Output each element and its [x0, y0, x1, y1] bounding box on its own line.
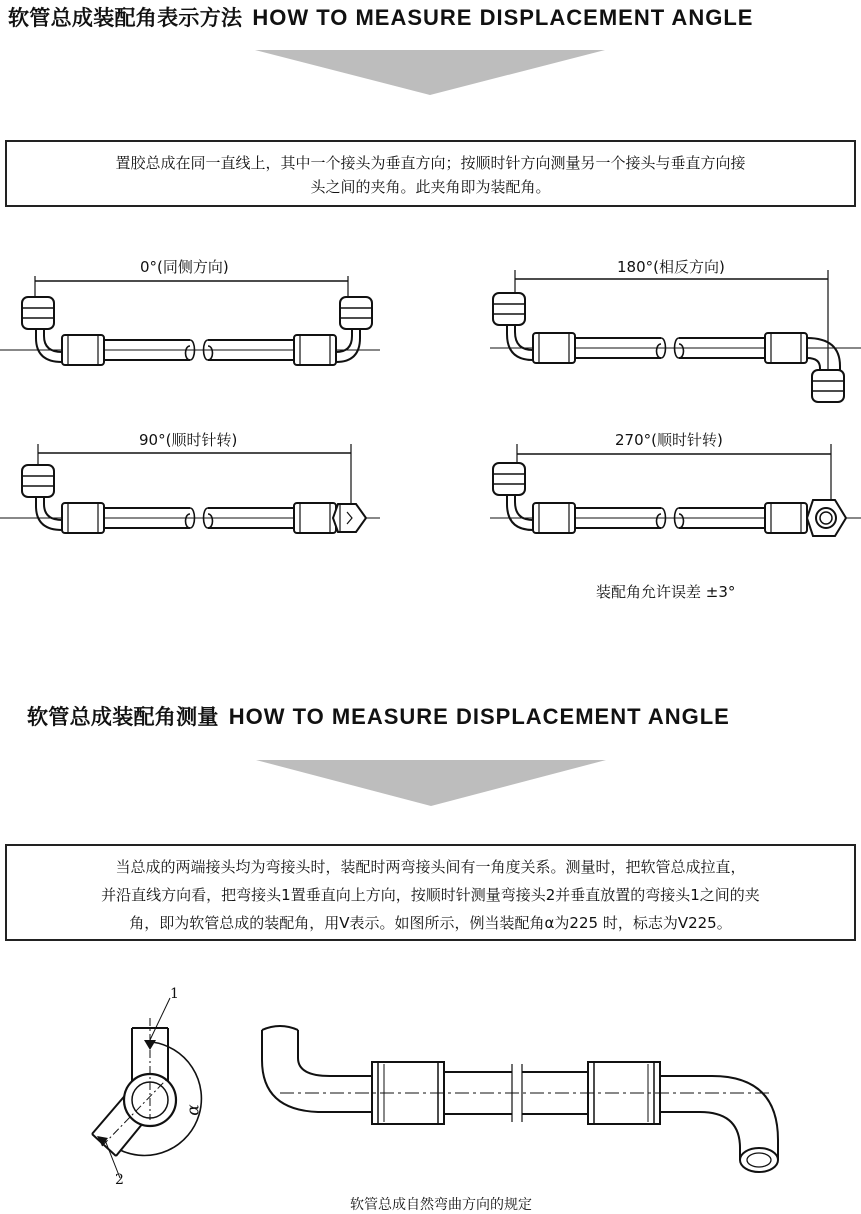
diagram-180deg [490, 270, 861, 402]
section1-title-en: HOW TO MEASURE DISPLACEMENT ANGLE [252, 5, 754, 30]
section2-description-line-1: 当总成的两端接头均为弯接头时，装配时两弯接头间有一角度关系。测量时，把软管总成拉直， [115, 858, 746, 876]
label-0deg: 0°(同侧方向) [140, 258, 229, 276]
section1-title-cn: 软管总成装配角表示方法 [8, 6, 243, 30]
figure-caption: 软管总成自然弯曲方向的规定 [350, 1197, 532, 1213]
section2-title [27, 701, 730, 731]
end-view-diagram [92, 998, 201, 1178]
label-180deg: 180°(相反方向) [617, 258, 725, 276]
tolerance-note: 装配角允许误差 ±3° [596, 583, 736, 601]
section2-description-box [5, 844, 856, 941]
section1-description-line-1: 置胶总成在同一直线上，其中一个接头为垂直方向；按顺时针方向测量另一个接头与垂直方向接 [115, 154, 746, 172]
down-arrow-2 [256, 760, 606, 806]
section2-title-cn: 软管总成装配角测量 [27, 705, 219, 729]
diagram-90deg [0, 444, 380, 533]
section2-description-line-3: 角，即为软管总成的装配角，用V表示。如图所示，例当装配角α为225 时，标志为V225。 [129, 914, 732, 932]
section2-title-en: HOW TO MEASURE DISPLACEMENT ANGLE [228, 704, 730, 729]
section1-description-line-2: 头之间的夹角。此夹角即为装配角。 [310, 178, 551, 196]
label-90deg: 90°(顺时针转) [139, 431, 238, 449]
fitting-1-marker: 1 [170, 986, 179, 1002]
angle-alpha-symbol: α [183, 1104, 204, 1116]
down-arrow-1 [255, 50, 605, 95]
diagram-270deg [490, 444, 861, 536]
fitting-2-marker: 2 [115, 1172, 124, 1188]
label-270deg: 270°(顺时针转) [615, 431, 723, 449]
section2-description-line-2: 并沿直线方向看，把弯接头1置垂直向上方向，按顺时针测量弯接头2并垂直放置的弯接头1之间的夹 [101, 886, 760, 904]
section1-description-box [5, 140, 856, 207]
side-view-diagram [262, 1026, 778, 1172]
diagram-0deg [0, 276, 380, 365]
